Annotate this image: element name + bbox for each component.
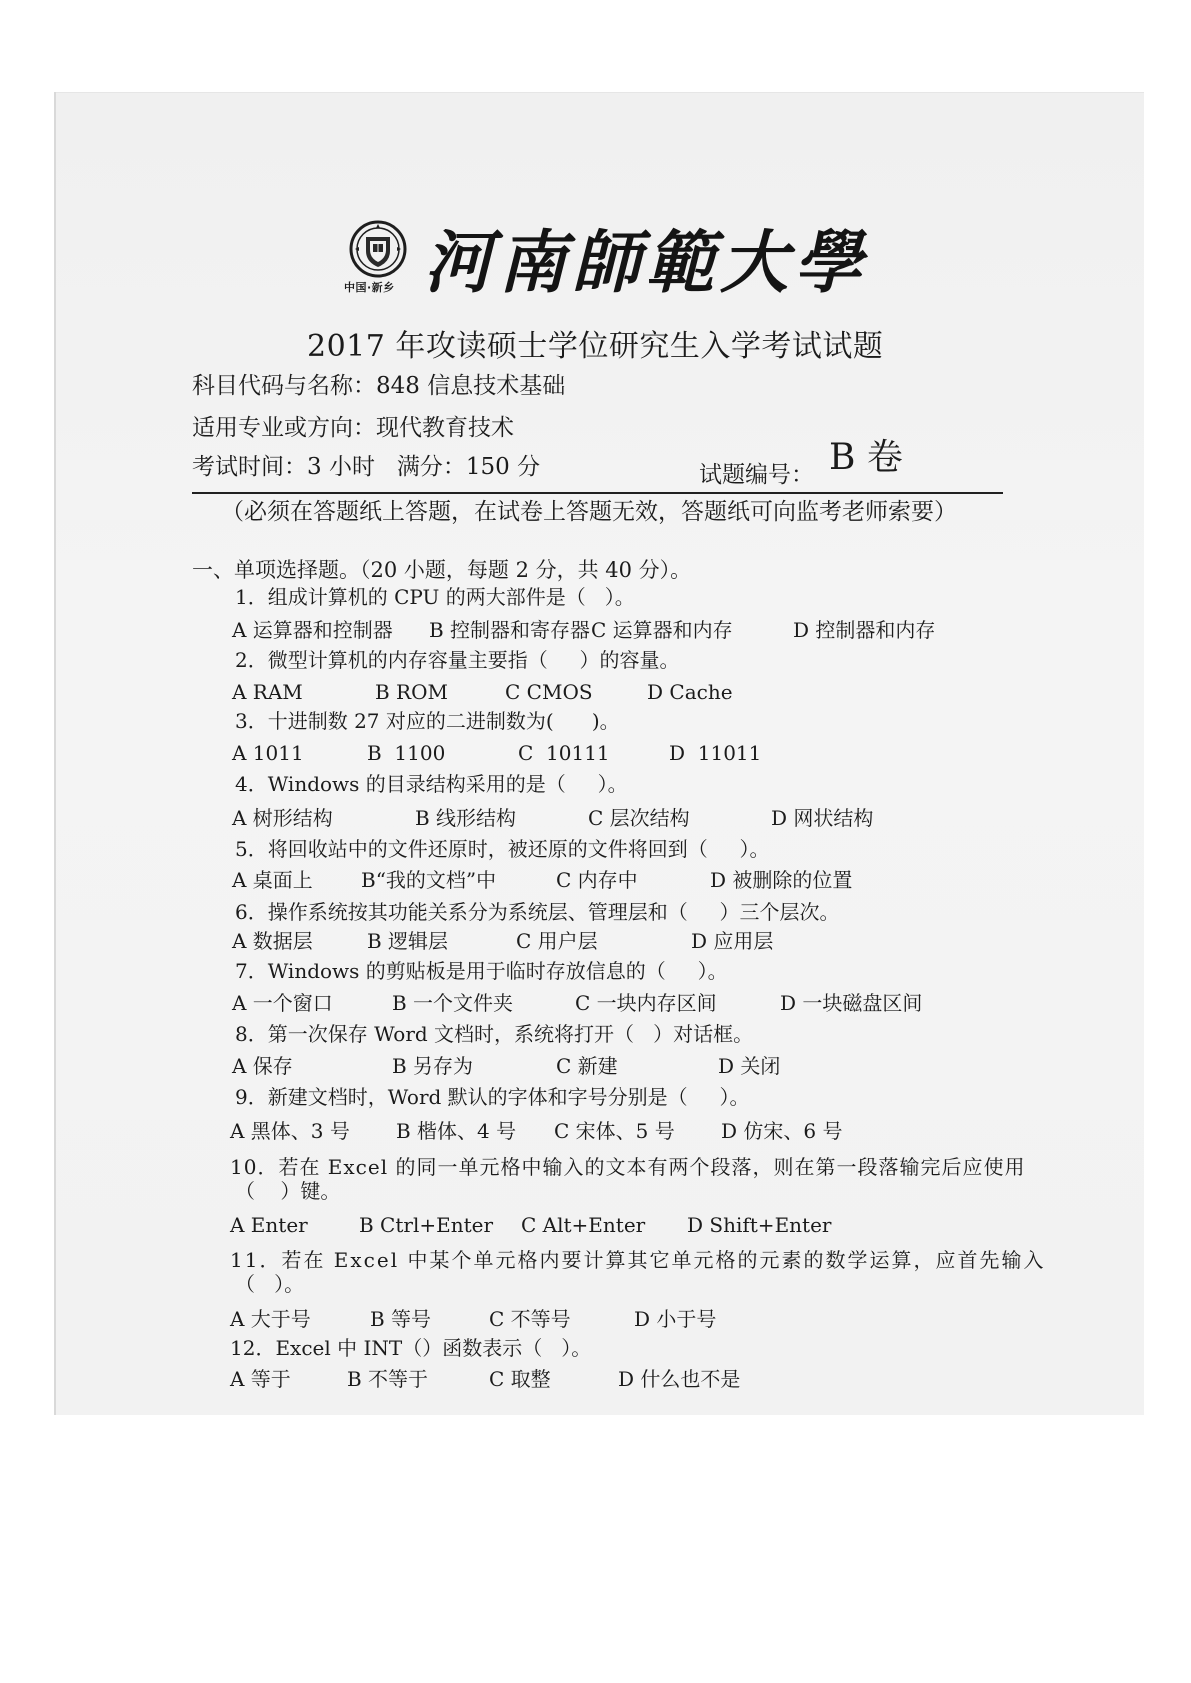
option-c: C 10111 [518,741,610,765]
question-stem: 6．操作系统按其功能关系分为系统层、管理层和（ ）三个层次。 [235,900,840,924]
question-stem-continued: （ ）。 [235,1272,305,1296]
option-a: A 大于号 [230,1307,311,1331]
option-d: D 网状结构 [771,806,874,830]
option-d: D 小于号 [634,1307,717,1331]
option-a: A 1011 [232,741,304,765]
option-b: B 线形结构 [415,806,517,830]
question-stem: 2．微型计算机的内存容量主要指（ ）的容量。 [235,648,680,672]
university-name-logo: 河南師範大學 [424,223,869,303]
question-9-options [0,1119,1191,1145]
option-c: C 运算器和内存 [591,618,733,642]
question-stem: 12．Excel 中 INT（）函数表示（ ）。 [230,1336,592,1360]
option-b: B“我的文档”中 [361,868,497,892]
option-c: C 不等号 [489,1307,571,1331]
question-11-continued [0,1272,1191,1298]
option-b: B ROM [375,680,448,704]
question-3-options [0,741,1191,767]
option-c: C 用户层 [516,929,598,953]
question-stem: 9．新建文档时，Word 默认的字体和字号分别是（ ）。 [235,1085,750,1109]
option-a: A 树形结构 [232,806,333,830]
question-stem: 1．组成计算机的 CPU 的两大部件是（ ）。 [235,585,635,609]
question-10 [0,1155,1191,1181]
question-1 [0,585,1191,611]
option-d: D 控制器和内存 [793,618,936,642]
option-b: B 逻辑层 [367,929,449,953]
question-stem: 7．Windows 的剪贴板是用于临时存放信息的（ ）。 [235,959,728,983]
option-d: D Cache [647,680,733,704]
question-11-options [0,1307,1191,1333]
option-b: B 等号 [370,1307,432,1331]
question-5-options [0,868,1191,894]
option-c: C 取整 [489,1367,551,1391]
question-4-options [0,806,1191,832]
option-a: A 运算器和控制器 [232,618,393,642]
question-stem: 8．第一次保存 Word 文档时，系统将打开（ ）对话框。 [235,1022,754,1046]
emblem-caption: 中国·新乡 [344,281,395,294]
option-d: D 什么也不是 [618,1367,741,1391]
time-score-line: 考试时间：3 小时 满分：150 分 [192,454,541,480]
option-c: C 内存中 [556,868,638,892]
question-5 [0,837,1191,863]
question-stem: 4．Windows 的目录结构采用的是（ ）。 [235,772,628,796]
question-8-options [0,1054,1191,1080]
question-4 [0,772,1191,798]
option-c: C 宋体、5 号 [554,1119,675,1143]
paper-id-value: B 卷 [829,437,903,478]
option-a: A 保存 [232,1054,293,1078]
answer-sheet-notice: （必须在答题纸上答题，在试卷上答题无效，答题纸可向监考老师索要） [221,499,957,525]
question-8 [0,1022,1191,1048]
option-b: B Ctrl+Enter [359,1213,494,1237]
question-11 [0,1248,1191,1274]
header-divider [192,492,1003,494]
question-2-options [0,680,1191,706]
university-emblem-icon [347,220,409,280]
option-c: C 一块内存区间 [575,991,717,1015]
question-3 [0,709,1191,735]
question-10-continued [0,1179,1191,1205]
option-a: A 桌面上 [232,868,313,892]
paper-id-label: 试题编号： [699,462,814,488]
exam-title: 2017 年攻读硕士学位研究生入学考试试题 [307,329,884,364]
subject-line: 科目代码与名称：848 信息技术基础 [192,373,566,399]
option-b: B 控制器和寄存器 [429,618,591,642]
question-12-options [0,1367,1191,1393]
question-6 [0,900,1191,926]
option-d: D 11011 [669,741,762,765]
question-1-options [0,618,1191,644]
option-b: B 一个文件夹 [392,991,514,1015]
option-b: B 1100 [367,741,446,765]
option-d: D Shift+Enter [687,1213,832,1237]
option-a: A RAM [232,680,303,704]
option-d: D 仿宋、6 号 [721,1119,843,1143]
question-7-options [0,991,1191,1017]
option-d: D 应用层 [691,929,774,953]
option-d: D 一块磁盘区间 [780,991,923,1015]
option-d: D 被删除的位置 [710,868,853,892]
question-9 [0,1085,1191,1111]
option-c: C 层次结构 [588,806,690,830]
question-stem: 11．若在 Excel 中某个单元格内要计算其它单元格的元素的数学运算，应首先输入 [230,1248,1046,1272]
option-c: C Alt+Enter [521,1213,646,1237]
section-title: 一、单项选择题。（20 小题，每题 2 分，共 40 分）。 [192,558,692,582]
option-a: A 数据层 [232,929,313,953]
question-stem: 5．将回收站中的文件还原时，被还原的文件将回到（ ）。 [235,837,770,861]
question-stem: 10．若在 Excel 的同一单元格中输入的文本有两个段落，则在第一段落输完后应使用 [230,1155,1026,1179]
option-c: C 新建 [556,1054,618,1078]
question-2 [0,648,1191,674]
option-a: A 一个窗口 [232,991,333,1015]
option-a: A 黑体、3 号 [230,1119,350,1143]
question-12 [0,1336,1191,1362]
question-7 [0,959,1191,985]
option-b: B 楷体、4 号 [396,1119,517,1143]
option-a: A 等于 [230,1367,291,1391]
question-10-options [0,1213,1191,1239]
major-line: 适用专业或方向：现代教育技术 [192,415,514,441]
option-a: A Enter [230,1213,308,1237]
option-d: D 关闭 [718,1054,781,1078]
option-b: B 另存为 [392,1054,474,1078]
question-stem: 3．十进制数 27 对应的二进制数为( )。 [235,709,620,733]
option-c: C CMOS [505,680,593,704]
option-b: B 不等于 [347,1367,429,1391]
question-6-options [0,929,1191,955]
question-stem-continued: （ ）键。 [235,1179,341,1203]
